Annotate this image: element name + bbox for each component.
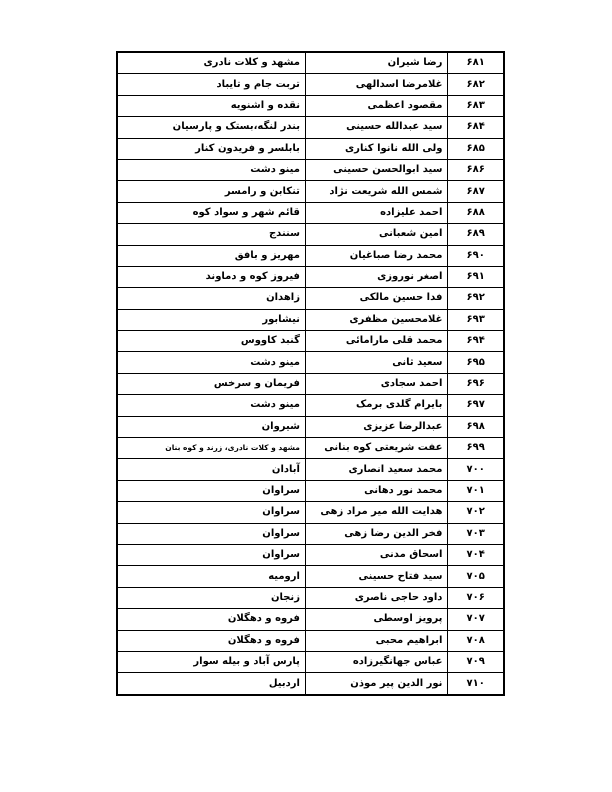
table-row (117, 52, 504, 74)
table-body (117, 52, 504, 695)
row-number-cell: ۷۰۳ (448, 523, 504, 544)
row-number-cell: ۶۹۲ (448, 288, 504, 309)
person-name-cell: سید عبدالله حسینی (305, 117, 447, 138)
person-name-cell: سید ابوالحسن حسینی (305, 159, 447, 180)
constituency-cell: اردبیل (117, 673, 305, 695)
table-row (117, 502, 504, 523)
constituency-cell: فیروز کوه و دماوند (117, 266, 305, 287)
table-row (117, 673, 504, 695)
constituency-cell: فروه و دهگلان (117, 630, 305, 651)
table-row (117, 566, 504, 587)
constituency-cell: فروه و دهگلان (117, 609, 305, 630)
table-row (117, 74, 504, 95)
person-name-cell: فخر الدین رضا زهی (305, 523, 447, 544)
row-number-cell: ۶۸۲ (448, 74, 504, 95)
row-number-cell: ۶۹۴ (448, 331, 504, 352)
constituency-cell: پارس آباد و بیله سوار (117, 651, 305, 672)
person-name-cell: بایرام گلدی برمک (305, 395, 447, 416)
person-name-cell: داود حاجی ناصری (305, 587, 447, 608)
row-number-cell: ۶۹۸ (448, 416, 504, 437)
constituency-cell: سراوان (117, 523, 305, 544)
row-number-cell: ۶۸۴ (448, 117, 504, 138)
person-name-cell: محمد سعید انصاری (305, 459, 447, 480)
person-name-cell: محمد قلی مارامائی (305, 331, 447, 352)
row-number-cell: ۷۰۶ (448, 587, 504, 608)
person-name-cell: سید فتاح حسینی (305, 566, 447, 587)
row-number-cell: ۶۸۸ (448, 202, 504, 223)
constituency-cell: شیروان (117, 416, 305, 437)
constituency-cell: ارومیه (117, 566, 305, 587)
row-number-cell: ۶۹۵ (448, 352, 504, 373)
row-number-cell: ۷۰۲ (448, 502, 504, 523)
row-number-cell: ۷۰۸ (448, 630, 504, 651)
row-number-cell: ۶۸۷ (448, 181, 504, 202)
table-row (117, 202, 504, 223)
row-number-cell: ۷۰۷ (448, 609, 504, 630)
table-row (117, 373, 504, 394)
constituency-cell: فریمان و سرخس (117, 373, 305, 394)
table-row (117, 245, 504, 266)
person-name-cell: احمد علیزاده (305, 202, 447, 223)
person-name-cell: محمد رضا صباغیان (305, 245, 447, 266)
table-row (117, 438, 504, 459)
table-row (117, 117, 504, 138)
constituency-cell: سراوان (117, 544, 305, 565)
constituency-cell: آبادان (117, 459, 305, 480)
constituency-cell: زاهدان (117, 288, 305, 309)
person-name-cell: عباس جهانگیرزاده (305, 651, 447, 672)
row-number-cell: ۶۹۰ (448, 245, 504, 266)
row-number-cell: ۷۰۹ (448, 651, 504, 672)
person-name-cell: مقصود اعظمی (305, 95, 447, 116)
person-name-cell: شمس الله شریعت نژاد (305, 181, 447, 202)
person-name-cell: رضا شیران (305, 52, 447, 74)
table-row (117, 459, 504, 480)
row-number-cell: ۶۹۶ (448, 373, 504, 394)
person-name-cell: امین شعبانی (305, 224, 447, 245)
person-name-cell: ولی الله نانوا کناری (305, 138, 447, 159)
row-number-cell: ۶۸۶ (448, 159, 504, 180)
table-row (117, 331, 504, 352)
row-number-cell: ۶۹۷ (448, 395, 504, 416)
table-row (117, 587, 504, 608)
row-number-cell: ۶۸۹ (448, 224, 504, 245)
person-name-cell: فدا حسین مالکی (305, 288, 447, 309)
table-row (117, 95, 504, 116)
table-row (117, 266, 504, 287)
row-number-cell: ۶۹۱ (448, 266, 504, 287)
constituency-cell: مهریز و بافق (117, 245, 305, 266)
table-row (117, 309, 504, 330)
constituency-cell: مینو دشت (117, 395, 305, 416)
table-row (117, 159, 504, 180)
row-number-cell: ۷۰۵ (448, 566, 504, 587)
table-row (117, 352, 504, 373)
row-number-cell: ۶۸۱ (448, 52, 504, 74)
constituency-cell: بابلسر و فریدون کنار (117, 138, 305, 159)
constituency-cell: بندر لنگه،بستک و پارسیان (117, 117, 305, 138)
person-name-cell: اسحاق مدنی (305, 544, 447, 565)
person-name-cell: نور الدین پیر موذن (305, 673, 447, 695)
constituency-cell: سراوان (117, 480, 305, 501)
constituency-cell: زنجان (117, 587, 305, 608)
person-name-cell: عفت شریعتی کوه بنانی (305, 438, 447, 459)
constituency-cell: سنندج (117, 224, 305, 245)
table-row (117, 630, 504, 651)
person-name-cell: احمد سجادی (305, 373, 447, 394)
person-name-cell: ابراهیم محبی (305, 630, 447, 651)
person-name-cell: سعید ثانی (305, 352, 447, 373)
table-row (117, 395, 504, 416)
row-number-cell: ۶۸۳ (448, 95, 504, 116)
row-number-cell: ۷۰۰ (448, 459, 504, 480)
table-row (117, 480, 504, 501)
constituency-cell: سراوان (117, 502, 305, 523)
constituency-cell: مشهد و کلات نادری، زرند و کوه بنان (117, 438, 305, 459)
row-number-cell: ۶۹۳ (448, 309, 504, 330)
constituency-cell: تنکابن و رامسر (117, 181, 305, 202)
person-name-cell: غلامرضا اسدالهی (305, 74, 447, 95)
constituency-cell: نیشابور (117, 309, 305, 330)
table-row (117, 544, 504, 565)
row-number-cell: ۷۰۴ (448, 544, 504, 565)
constituency-cell: نقده و اشنویه (117, 95, 305, 116)
constituency-cell: قائم شهر و سواد کوه (117, 202, 305, 223)
constituency-cell: مینو دشت (117, 352, 305, 373)
constituency-cell: مشهد و کلات نادری (117, 52, 305, 74)
signatories-table (116, 51, 505, 696)
constituency-cell: گنبد کاووس (117, 331, 305, 352)
table-row (117, 181, 504, 202)
table-row (117, 651, 504, 672)
constituency-cell: تربت جام و تایباد (117, 74, 305, 95)
row-number-cell: ۷۱۰ (448, 673, 504, 695)
table-row (117, 609, 504, 630)
table-row (117, 288, 504, 309)
constituency-cell: مینو دشت (117, 159, 305, 180)
person-name-cell: اصغر نوروزی (305, 266, 447, 287)
person-name-cell: عبدالرضا عزیزی (305, 416, 447, 437)
person-name-cell: پرویز اوسطی (305, 609, 447, 630)
row-number-cell: ۶۸۵ (448, 138, 504, 159)
table-row (117, 224, 504, 245)
table-row (117, 523, 504, 544)
row-number-cell: ۶۹۹ (448, 438, 504, 459)
table-row (117, 416, 504, 437)
person-name-cell: هدایت الله میر مراد زهی (305, 502, 447, 523)
person-name-cell: غلامحسین مظفری (305, 309, 447, 330)
table-row (117, 138, 504, 159)
person-name-cell: محمد نور دهانی (305, 480, 447, 501)
row-number-cell: ۷۰۱ (448, 480, 504, 501)
